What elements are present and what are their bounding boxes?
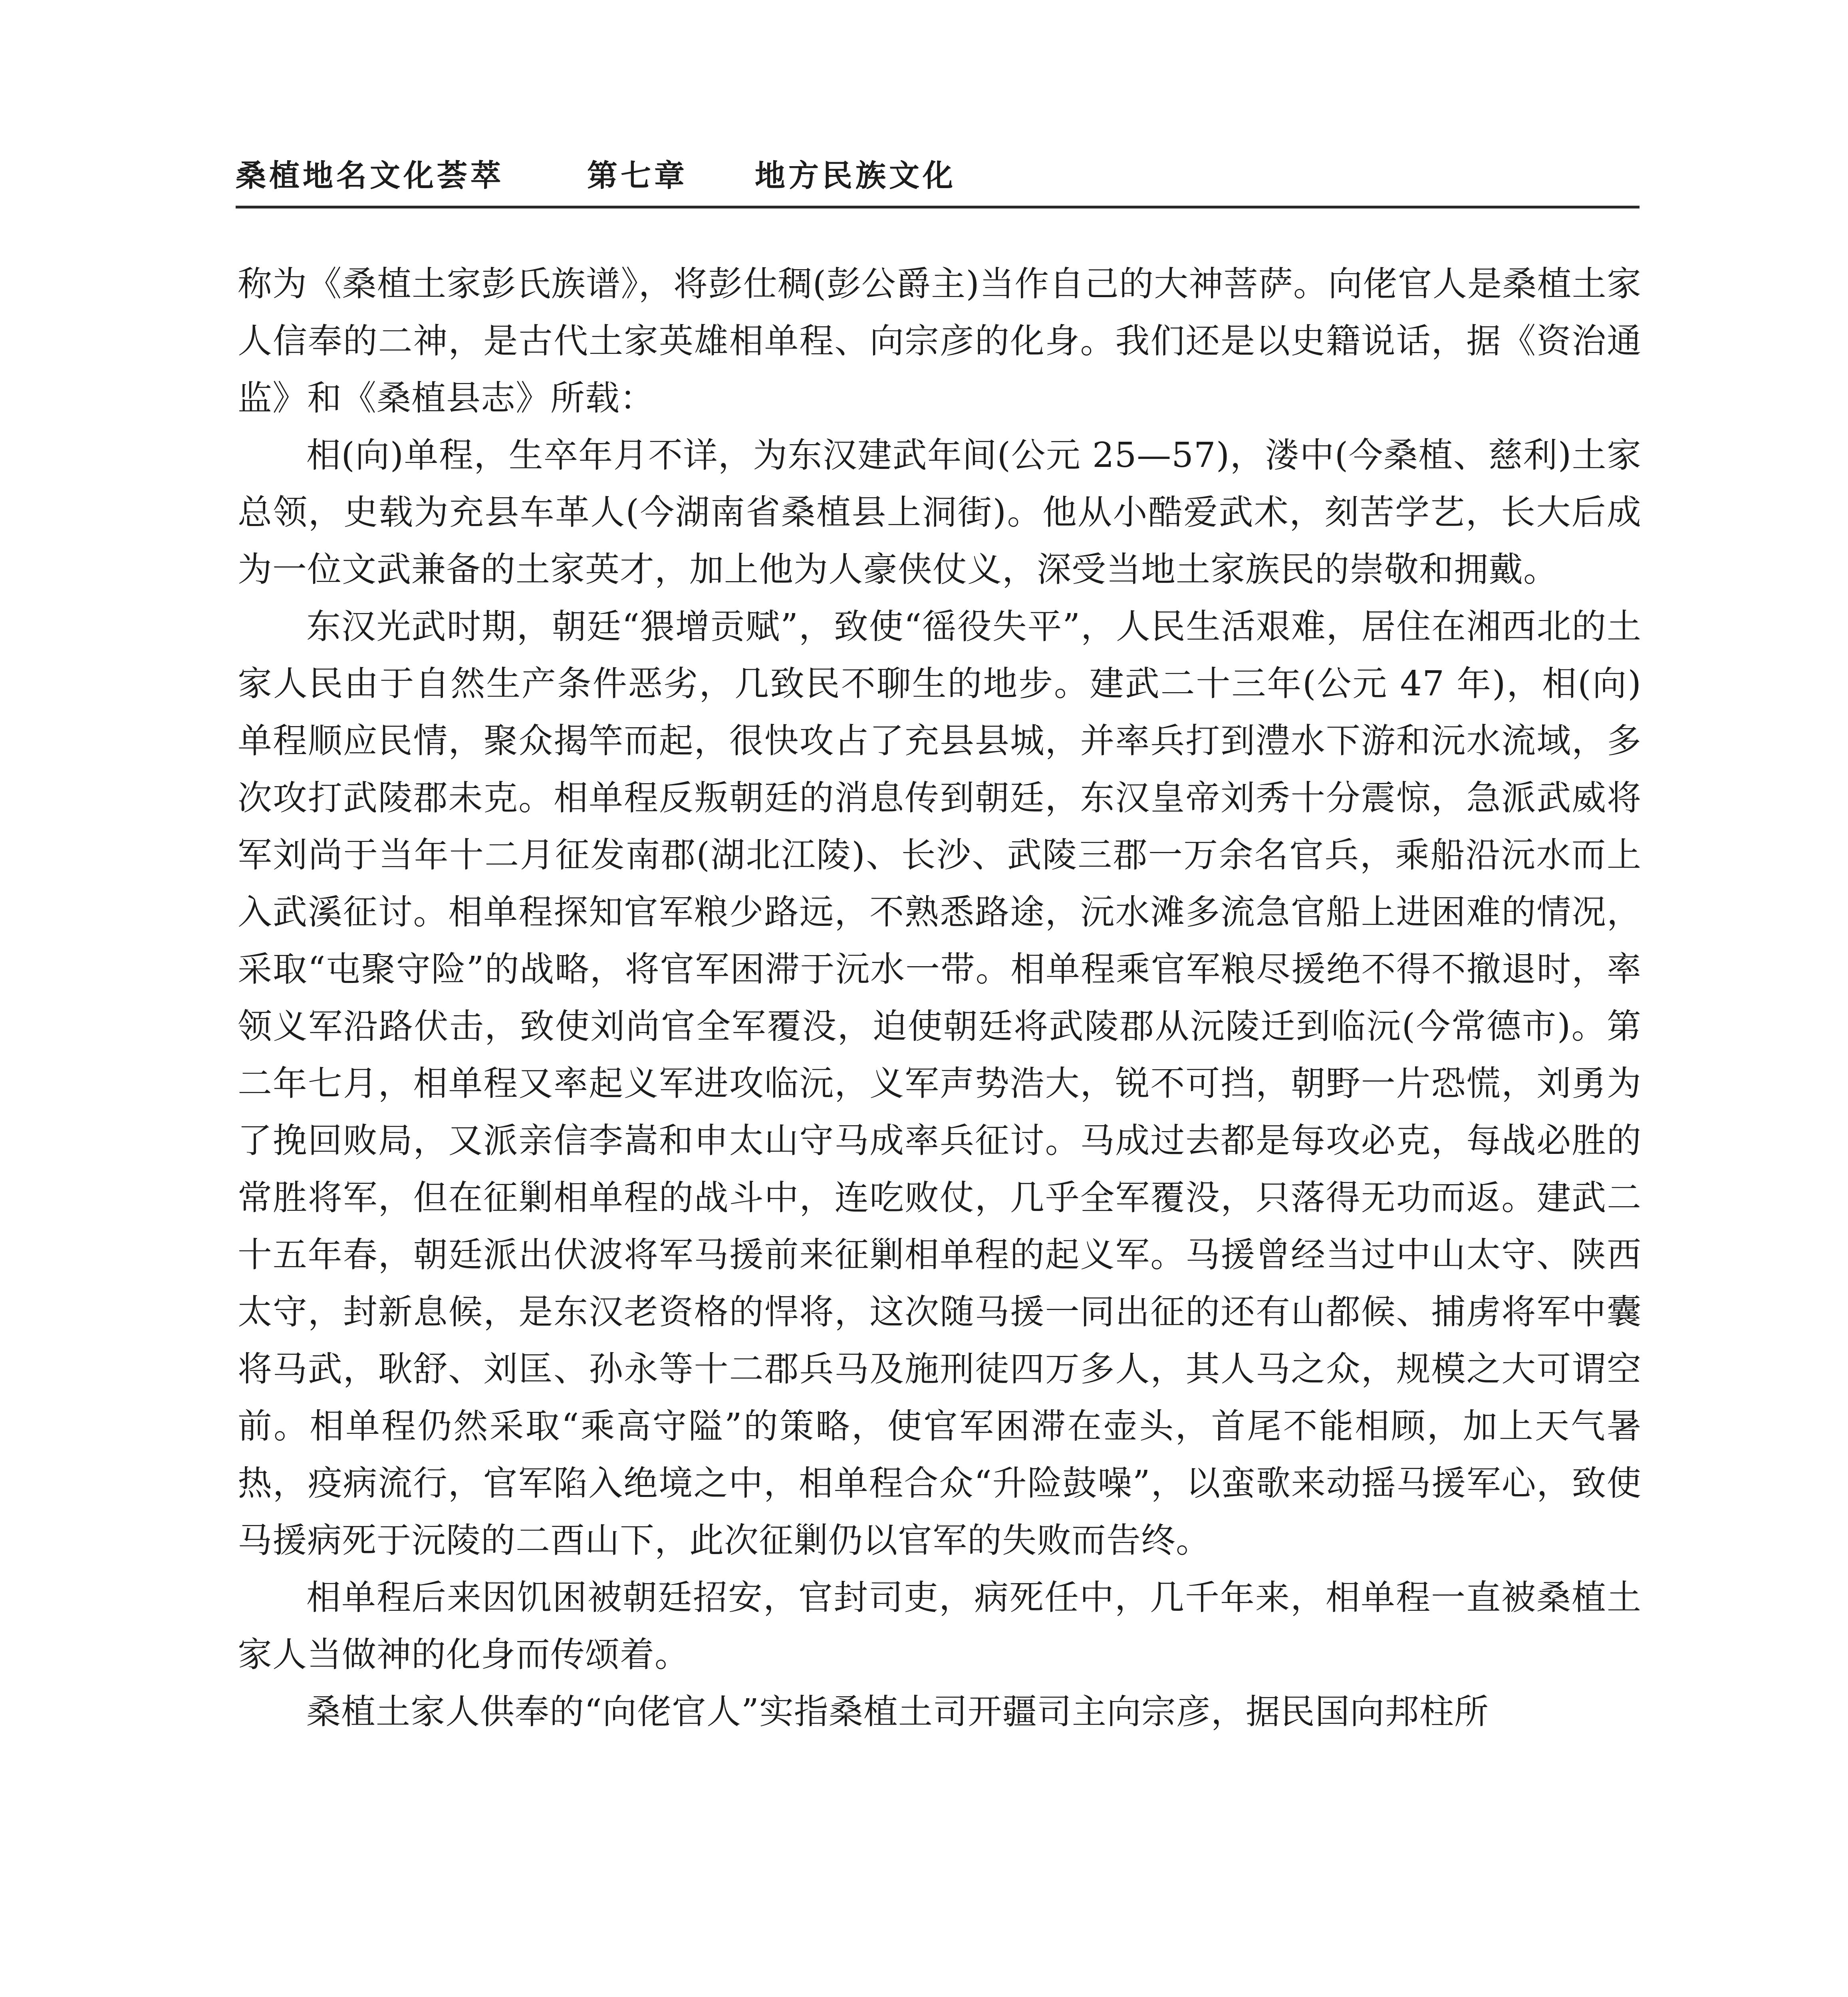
body-text	[238, 256, 1642, 1741]
chapter-number: 第七章	[587, 158, 688, 193]
chapter-title: 地方民族文化	[755, 158, 956, 193]
paragraph: 称为《桑植土家彭氏族谱》，将彭仕稠(彭公爵主)当作自己的大神菩萨。向佬官人是桑植土家人信奉的二神，是古代土家英雄相单程、向宗彦的化身。我们还是以史籍说话，据《资治通监》和《桑植县志》所载：	[238, 264, 1642, 418]
running-header	[236, 154, 1634, 198]
paragraph: 相(向)单程，生卒年月不详，为东汉建武年间(公元 25—57)，溇中(今桑植、慈利)土家总领，史载为充县车革人(今湖南省桑植县上洞街)。他从小酷爱武术，刻苦学艺，长大后成为一位文武兼备的土家英才，加上他为人豪侠仗义，深受当地土家族民的崇敬和拥戴。	[238, 435, 1642, 590]
paragraph: 桑植土家人供奉的“向佬官人”实指桑植土司开疆司主向宗彦，据民国向邦柱所	[306, 1692, 1489, 1732]
header-divider	[236, 206, 1640, 208]
book-title: 桑植地名文化荟萃	[236, 158, 504, 193]
paragraph: 相单程后来因饥困被朝廷招安，官封司吏，病死任中，几千年来，相单程一直被桑植土家人当做神的化身而传颂着。	[238, 1578, 1642, 1675]
paragraph: 东汉光武时期，朝廷“猥增贡赋”，致使“徭役失平”，人民生活艰难，居住在湘西北的土家人民由于自然生产条件恶劣，几致民不聊生的地步。建武二十三年(公元 47 年)，相(向)单程顺应民情，聚众揭竿而起，很快攻占了充县县城，并率兵打到澧水下游和沅水流域，多次攻打武陵郡未克。相单程反叛朝廷的消息传到朝廷，东汉皇帝刘秀十分震惊，急派武威将军刘尚于当年十二月征发南郡(湖北江陵)、长沙、武陵三郡一万余名官兵，乘船沿沅水而上入武溪征讨。相单程探知官军粮少路远，不熟悉路途，沅水滩多流急官船上进困难的情况，采取“屯聚守险”的战略，将官军困滞于沅水一带。相单程乘官军粮尽援绝不得不撤退时，率领义军沿路伏击，致使刘尚官全军覆没，迫使朝廷将武陵郡从沅陵迁到临沅(今常德市)。第二年七月，相单程又率起义军进攻临沅，义军声势浩大，锐不可挡，朝野一片恐慌，刘勇为了挽回败局，又派亲信李嵩和申太山守马成率兵征讨。马成过去都是每攻必克，每战必胜的常胜将军，但在征剿相单程的战斗中，连吃败仗，几乎全军覆没，只落得无功而返。建武二十五年春，朝廷派出伏波将军马援前来征剿相单程的起义军。马援曾经当过中山太守、陕西太守，封新息候，是东汉老资格的悍将，这次随马援一同出征的还有山都候、捕虏将军中囊将马武，耿舒、刘匡、孙永等十二郡兵马及施刑徒四万多人，其人马之众，规模之大可谓空前。相单程仍然采取“乘高守隘”的策略，使官军困滞在壶头，首尾不能相顾，加上天气暑热，疫病流行，官军陷入绝境之中，相单程合众“升险鼓噪”，以蛮歌来动摇马援军心，致使马援病死于沅陵的二酉山下，此次征剿仍以官军的失败而告终。	[238, 607, 1642, 1560]
